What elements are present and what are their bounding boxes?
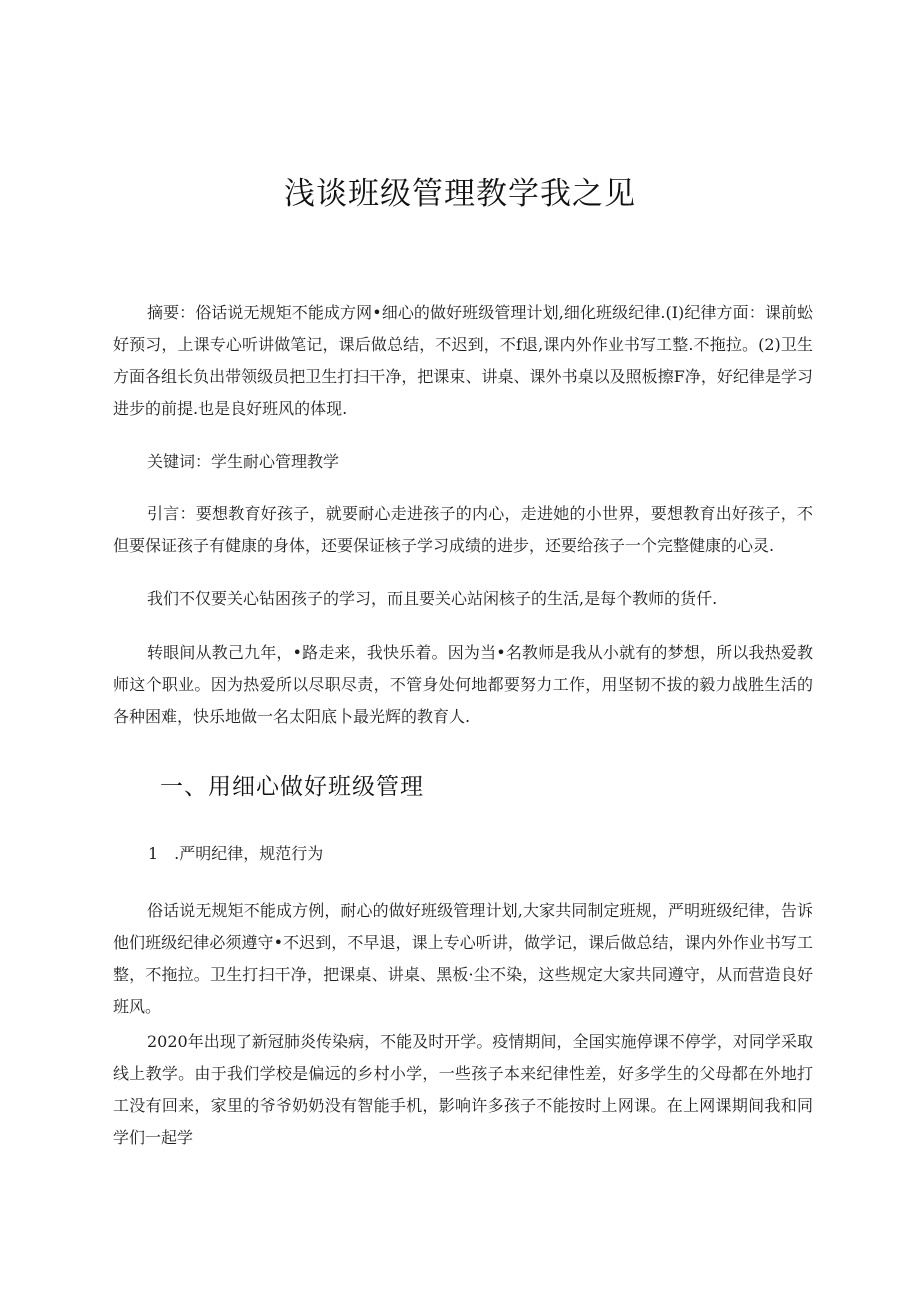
rules-paragraph: 俗话说无规矩不能成方例，耐心的做好班级管理计划,大家共同制定班规，严明班级纪律，告诉他们班级纪律必须遵守•不迟到，不早退，课上专心听讲，做学记，课后做总结，课内外作业书写工整，不拖拉。卫生打扫干净，把课桌、讲桌、黑板·尘不染，这些规定大家共同遵守，从而营造良好班风。	[113, 901, 813, 1016]
years-paragraph: 转眼间从教己九年，•路走来，我快乐着。因为当•名教师是我从小就有的梦想，所以我热爱教师这个职业。因为热爱所以尽职尽责，不管身处何地都要努力工作，用坚韧不拔的毅力战胜生活的各种困难，快乐地做一名太阳底卜最光辉的教育人.	[113, 643, 813, 726]
abstract-paragraph: 摘要：俗话说无规矩不能成方网•细心的做好班级管理计划,细化班级纪律.(I)纪律方面：课前蚣好预习，上课专心听讲做笔记，课后做总结，不迟到，不f退,课内外作业书写工整.不拖拉。(2)卫生方面各组长负出带领级员把卫生打扫干净，把课束、讲桌、课外书桌以及照板擦F净，好纪律是学习进步的前提.也是良好班风的体现.	[113, 303, 813, 418]
document-title: 浅谈班级管理教学我之见	[284, 176, 636, 212]
subsection-heading-1: 1 .严明纪律，规范行为	[148, 844, 324, 863]
section-heading-1: 一、用细心做好班级管理	[160, 774, 424, 800]
care-paragraph: 我们不仅要关心钻困孩子的学习，而且要关心站闲核子的生活,是每个教师的货仟.	[147, 589, 718, 608]
intro-paragraph: 引言：要想教育好孩子，就要耐心走进孩子的内心，走进她的小世界，要想教育出好孩子，不但要保证孩子有健康的身体，还要保证核子学习成绩的进步，还要给孩子一个完整健康的心灵.	[113, 504, 813, 555]
pandemic-paragraph: 2020年出现了新冠肺炎传染病，不能及时开学。疫情期间，全国实施停课不停学，对同学采取线上教学。由于我们学校是偏远的乡村小学，一些孩子本来纪律性差，好多学生的父母都在外地打工没有回来，家里的爷爷奶奶没有智能手机，影响许多孩子不能按时上网课。在上网课期间我和同学们一起学	[113, 1032, 813, 1147]
keywords-paragraph: 关键词：学生耐心管理教学	[147, 452, 340, 471]
